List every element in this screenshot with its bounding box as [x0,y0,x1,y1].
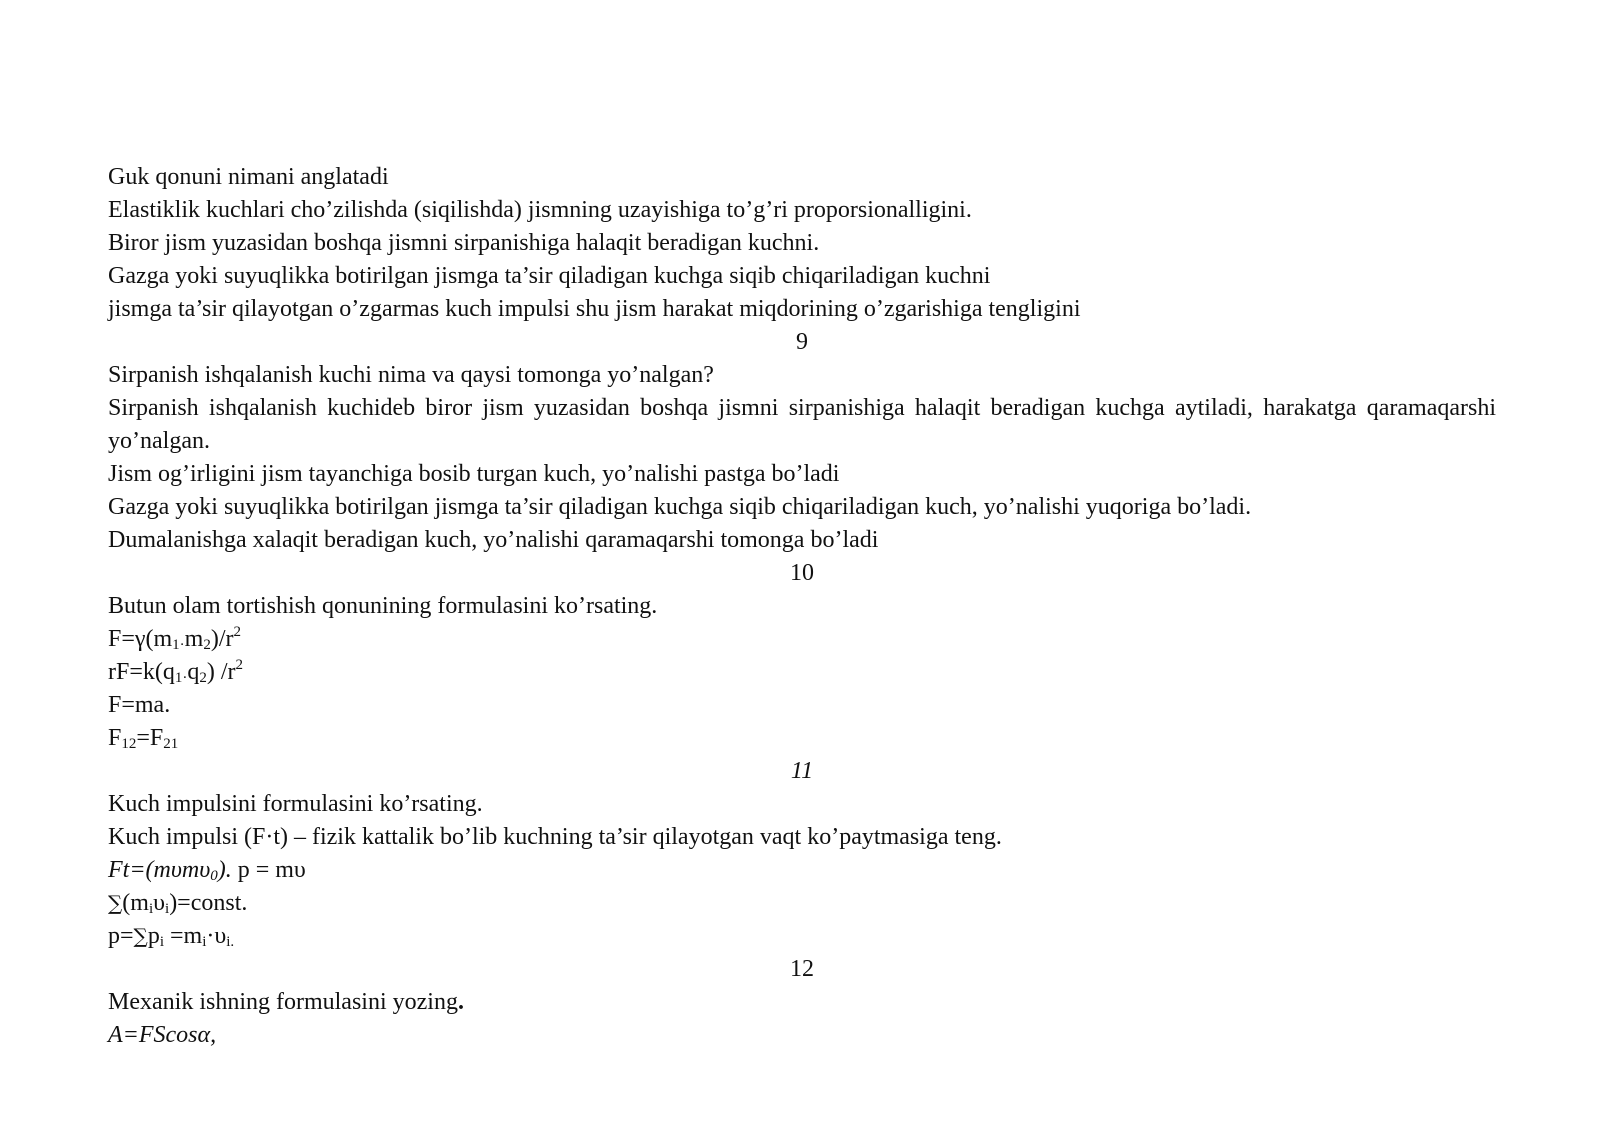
answer-10-1 [108,623,1496,656]
formula-part: p [147,923,160,949]
question-11: Kuch impulsini formulasini ko’rsating. [108,791,483,817]
formula-part: =m [164,923,203,949]
formula-subscript: 1· [172,637,185,653]
formula-part: m [184,626,204,652]
formula-subscript: i. [226,934,235,950]
question-number-12: 12 [790,956,814,982]
formula-subscript: i [159,934,164,950]
question-12-period: . [457,989,464,1015]
answer-10-2 [108,656,1496,689]
formula-subscript: i [202,934,207,950]
answer-8-4: jismga ta’sir qilayotgan o’zgarmas kuch impulsi shu jism harakat miqdorining o’zgarishiga tengligini [108,296,1081,322]
question-9: Sirpanish ishqalanish kuchi nima va qaysi tomonga yo’nalgan? [108,362,714,388]
sum-symbol: ∑ [133,924,148,948]
formula-part: F=γ(m [108,626,173,652]
question-12-text: Mexanik ishning formulasini yozing [108,989,458,1015]
formula-subscript: 21 [163,736,179,752]
formula-part: )=const. [169,890,248,916]
formula-subscript: i [148,901,154,917]
answer-11-2 [108,854,1496,887]
answer-12-1: A=FScosα, [108,1022,217,1048]
document-content [108,161,1496,1052]
formula-part: ) /r [206,659,236,685]
formula-part: ). [217,857,232,883]
formula-part: q [187,659,200,685]
answer-8-1: Elastiklik kuchlari cho’zilishda (siqilishda) jismning uzayishiga to’g’ri proporsionalligini. [108,197,972,223]
answer-9-1: Sirpanish ishqalanish kuchideb biror jism yuzasidan boshqa jismni sirpanishiga halaqit beradigan kuchga aytiladi, harakatga qaramaqarshi yo’nalgan. [108,395,1496,454]
answer-11-1: Kuch impulsi (F·t) – fizik kattalik bo’lib kuchning ta’sir qilayotgan vaqt ko’paytmasiga teng. [108,824,1002,850]
formula-part: )/r [210,626,234,652]
formula-superscript: 2 [235,657,244,673]
answer-10-4 [108,722,1496,755]
formula-part: =F [136,725,164,751]
formula-subscript: 1· [174,670,188,686]
formula-subscript: 12 [121,736,137,752]
formula-part: (m [122,890,149,916]
answer-9-2: Jism og’irligini jism tayanchiga bosib turgan kuch, yo’nalishi pastga bo’ladi [108,461,840,487]
formula-subscript: 2 [203,637,211,653]
answer-8-3: Gazga yoki suyuqlikka botirilgan jismga ta’sir qiladigan kuchga siqib chiqariladigan kuchni [108,263,991,289]
answer-11-3 [108,887,1496,920]
question-number-9: 9 [796,329,808,355]
answer-11-4 [108,920,1496,953]
formula-superscript: 2 [233,624,241,640]
formula-part: p = mυ [231,857,306,883]
formula-subscript: 0 [210,868,218,884]
question-12 [108,986,1496,1019]
formula-part: F [108,725,122,751]
formula-part: p= [108,923,134,949]
question-10: Butun olam tortishish qonunining formulasini ko’rsating. [108,593,658,619]
formula-part: ·υ [206,923,227,949]
formula-part: rF=k(q [108,659,175,685]
answer-9-3: Gazga yoki suyuqlikka botirilgan jismga ta’sir qiladigan kuchga siqib chiqariladigan kuch, yo’nalishi yuqoriga bo’ladi. [108,494,1252,520]
answer-8-2: Biror jism yuzasidan boshqa jismni sirpanishiga halaqit beradigan kuchni. [108,230,820,256]
answer-10-3: F=ma. [108,692,171,718]
formula-subscript: i [165,901,170,917]
answer-9-4: Dumalanishga xalaqit beradigan kuch, yo’nalishi qaramaqarshi tomonga bo’ladi [108,527,879,553]
question-number-10: 10 [790,560,814,586]
formula-subscript: 2 [199,670,207,686]
sum-symbol: ∑ [108,891,123,915]
question-8: Guk qonuni nimani anglatadi [108,164,389,190]
formula-part: Ft=(mυmυ [108,857,211,883]
question-number-11: 11 [790,758,814,784]
formula-part: υ [153,890,166,916]
